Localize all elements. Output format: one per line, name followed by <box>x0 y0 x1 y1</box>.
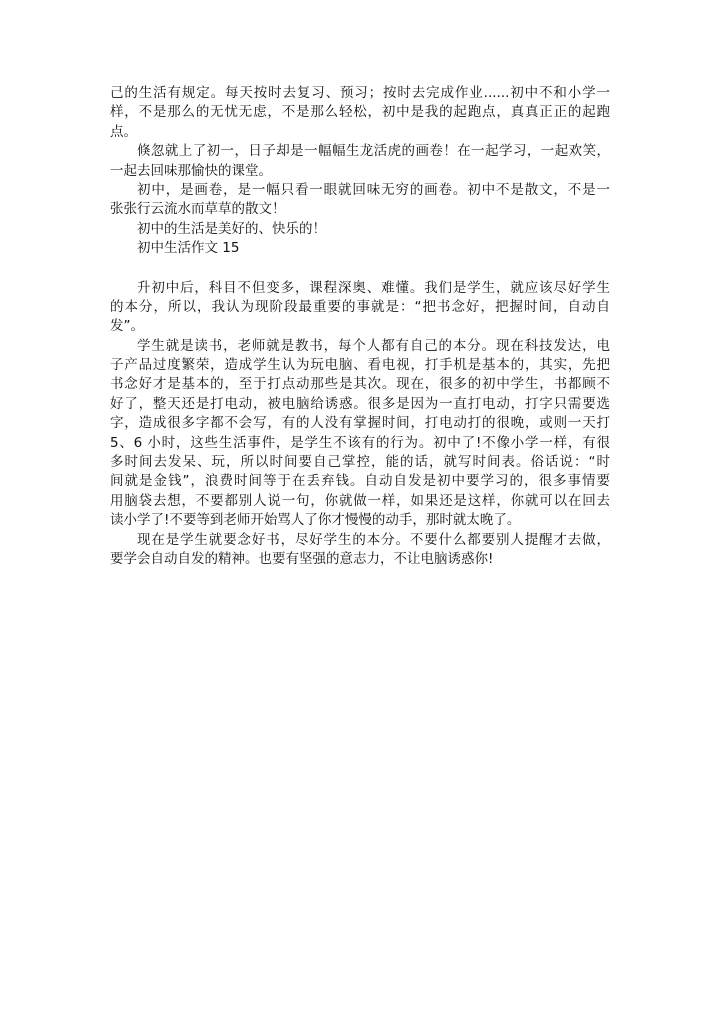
paragraph <box>110 181 610 220</box>
text-line: 好了，整天还是打电动，被电脑给诱惑。很多是因为一直打电动，打字只需要选 <box>110 395 610 412</box>
text-line: 初中的生活是美好的、快乐的！ <box>137 220 326 237</box>
text-line: 字，造成很多字都不会写，有的人没有掌握时间，打电动打的很晚，或则一天打 <box>110 415 610 432</box>
text-line: 读小学了!不要等到老师开始骂人了你才慢慢的动手，那时就太晚了。 <box>110 512 521 529</box>
paragraph <box>110 142 610 181</box>
text-line: 倏忽就上了初一，日子却是一幅幅生龙活虎的画卷！在一起学习，一起欢笑， <box>137 143 610 160</box>
document-body <box>110 84 610 569</box>
text-line: 一起去回味那愉快的课堂。 <box>110 162 272 179</box>
text-line: 样，不是那么的无忧无虑，不是那么轻松，初中是我的起跑点，真真正正的起跑 <box>110 104 610 121</box>
paragraph <box>110 531 610 570</box>
text-line: 点。 <box>110 123 137 140</box>
text-line: 书念好才是基本的，至于打点动那些是其次。现在，很多的初中学生，书都顾不 <box>110 376 610 393</box>
section-heading <box>110 239 610 258</box>
paragraph <box>110 220 610 239</box>
text-line: 5、6 小时，这些生活事件，是学生不该有的行为。初中了!不像小学一样，有很 <box>110 434 610 451</box>
text-line: 用脑袋去想，不要都别人说一句，你就做一样，如果还是这样，你就可以在回去 <box>110 492 610 509</box>
text-line: 多时间去发呆、玩，所以时间要自己掌控，能的话，就写时间表。俗话说：“时 <box>110 454 610 471</box>
text-line: 升初中后，科目不但变多，课程深奥、难懂。我们是学生，就应该尽好学生 <box>137 279 610 296</box>
text-line: 要学会自动自发的精神。也要有坚强的意志力，不让电脑诱惑你! <box>110 550 494 567</box>
heading-text: 初中生活作文 15 <box>137 240 240 257</box>
text-line: 间就是金钱”，浪费时间等于在丢弃钱。自动自发是初中要学习的，很多事情要 <box>110 473 610 490</box>
text-line: 子产品过度繁荣，造成学生认为玩电脑、看电视，打手机是基本的，其实，先把 <box>110 357 610 374</box>
paragraph <box>110 84 610 142</box>
blank-line <box>110 259 610 279</box>
text-line: 张张行云流水而草草的散文！ <box>110 201 286 218</box>
text-line: 现在是学生就要念好书，尽好学生的本分。不要什么都要别人提醒才去做， <box>137 531 610 548</box>
text-line: 的本分，所以，我认为现阶段最重要的事就是：“把书念好，把握时间，自动自 <box>110 298 610 315</box>
paragraph <box>110 337 610 531</box>
text-line: 学生就是读书，老师就是教书，每个人都有自己的本分。现在科技发达，电 <box>137 337 610 354</box>
paragraph <box>110 279 610 337</box>
text-line: 初中，是画卷，是一幅只看一眼就回味无穷的画卷。初中不是散文，不是一 <box>137 181 610 198</box>
text-line: 己的生活有规定。每天按时去复习、预习；按时去完成作业......初中不和小学一 <box>110 85 610 101</box>
text-line: 发”。 <box>110 318 144 335</box>
